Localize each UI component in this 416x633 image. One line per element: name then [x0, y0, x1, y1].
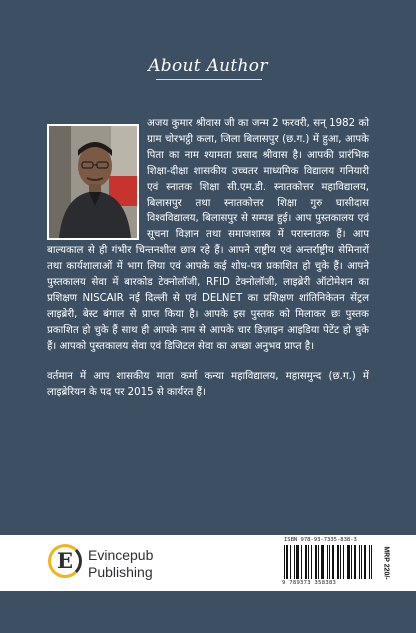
- barcode-digits: 9 789373 358383: [282, 580, 337, 586]
- barcode-stripe: [308, 545, 309, 579]
- barcode-stripe: [286, 545, 288, 579]
- barcode-stripe: [343, 545, 344, 579]
- barcode-stripe: [327, 545, 328, 579]
- price-label: MRP 220/-: [382, 546, 390, 580]
- barcode-stripe: [361, 545, 362, 579]
- barcode-stripe: [359, 545, 360, 579]
- barcode-stripe: [321, 545, 324, 579]
- barcode-stripe: [369, 545, 370, 579]
- barcode-stripe: [294, 545, 295, 579]
- barcode-stripe: [311, 545, 312, 579]
- barcode-stripe: [371, 545, 372, 579]
- barcode-stripe: [351, 545, 352, 579]
- barcode-stripe: [301, 545, 302, 579]
- publisher-footer: [0, 535, 416, 591]
- barcode-stripe: [340, 545, 341, 579]
- photo-spacer: [47, 116, 147, 242]
- barcode-stripe: [347, 545, 350, 579]
- barcode-stripe: [290, 545, 291, 579]
- publisher-subtitle: Publishing: [88, 564, 153, 580]
- isbn-label: ISBN 978-93-7335-838-3: [284, 537, 357, 543]
- bio-paragraph-2: वर्तमान में आप शासकीय माता कर्मा कन्या महाविद्यालय, महासमुन्द (छ.ग.) में लाइब्रेरियन के पद पर 2015 से कार्यरत हैं।: [47, 370, 369, 398]
- barcode-stripe: [296, 545, 299, 579]
- barcode-stripe: [337, 545, 339, 579]
- publisher-logo-letter: E: [56, 548, 73, 573]
- author-biography: [47, 116, 369, 400]
- barcode-stripe: [305, 545, 307, 579]
- publisher-name: Evincepub: [88, 547, 154, 563]
- barcode-stripe: [332, 545, 334, 579]
- bio-paragraph-1: अजय कुमार श्रीवास जी का जन्म 2 फरवरी, सन् 1982 को ग्राम चोरभट्ठी कला, जिला बिलासपुर (छ.ग.) में हुआ, आपके पिता का नाम श्यामता प्रसाद श्रीवास है। आपकी प्रारंभिक शिक्षा-दीक्षा शासकीय उच्चतर माध्यमिक विद्यालय गनियारी एवं स्नातक शिक्षा सी.एम.डी. स्नातकोत्तर महाविद्यालय, बिलासपुर तथा स्नातकोत्तर शिक्षा गुरु घासीदास विश्वविद्यालय, बिलासपुर से सम्पन्न हुई। आप पुस्तकालय एवं सूचना विज्ञान तथा समाजशास्त्र में परास्नातक हैं। आप बाल्यकाल से ही गंभीर चिन्तनशील छात्र रहे हैं। आपने राष्ट्रीय एवं अन्तर्राष्ट्रीय सेमिनारों तथा कार्यशालाओं में भाग लिया एवं आपके कई शोध-पत्र प्रकाशित हो चुके हैं। आपने पुस्तकालय सेवा में बारकोड टेक्नोलॉजी, RFID टेक्नोलॉजी, लाइब्रेरी ऑटोमेशन का प्रशिक्षण NISCAIR नई दिल्ली से एवं DELNET का प्रशिक्षण शांतिनिकेतन सेंट्रल लाइब्रेरी, बेस्ट बंगाल से प्राप्त किया है। आपके इस पुस्तक को मिलाकर छः पुस्तक प्रकाशित हो चुके हैं साथ ही आपके नाम से आपके चार डिज़ाइन आइडिया पेटेंट हो चुके हैं। आपको पुस्तकालय सेवा एवं डिजिटल सेवा का अच्छा अनुभव प्राप्त है।: [47, 118, 369, 352]
- about-author-heading: About Author: [148, 56, 268, 76]
- barcode-stripe: [315, 545, 317, 579]
- barcode-stripe: [284, 545, 285, 579]
- barcode-stripe: [364, 545, 366, 579]
- barcode-icon: [284, 545, 374, 581]
- barcode-stripe: [354, 545, 356, 579]
- heading-underline: [156, 79, 262, 80]
- barcode-stripe: [329, 545, 330, 579]
- barcode-stripe: [318, 545, 319, 579]
